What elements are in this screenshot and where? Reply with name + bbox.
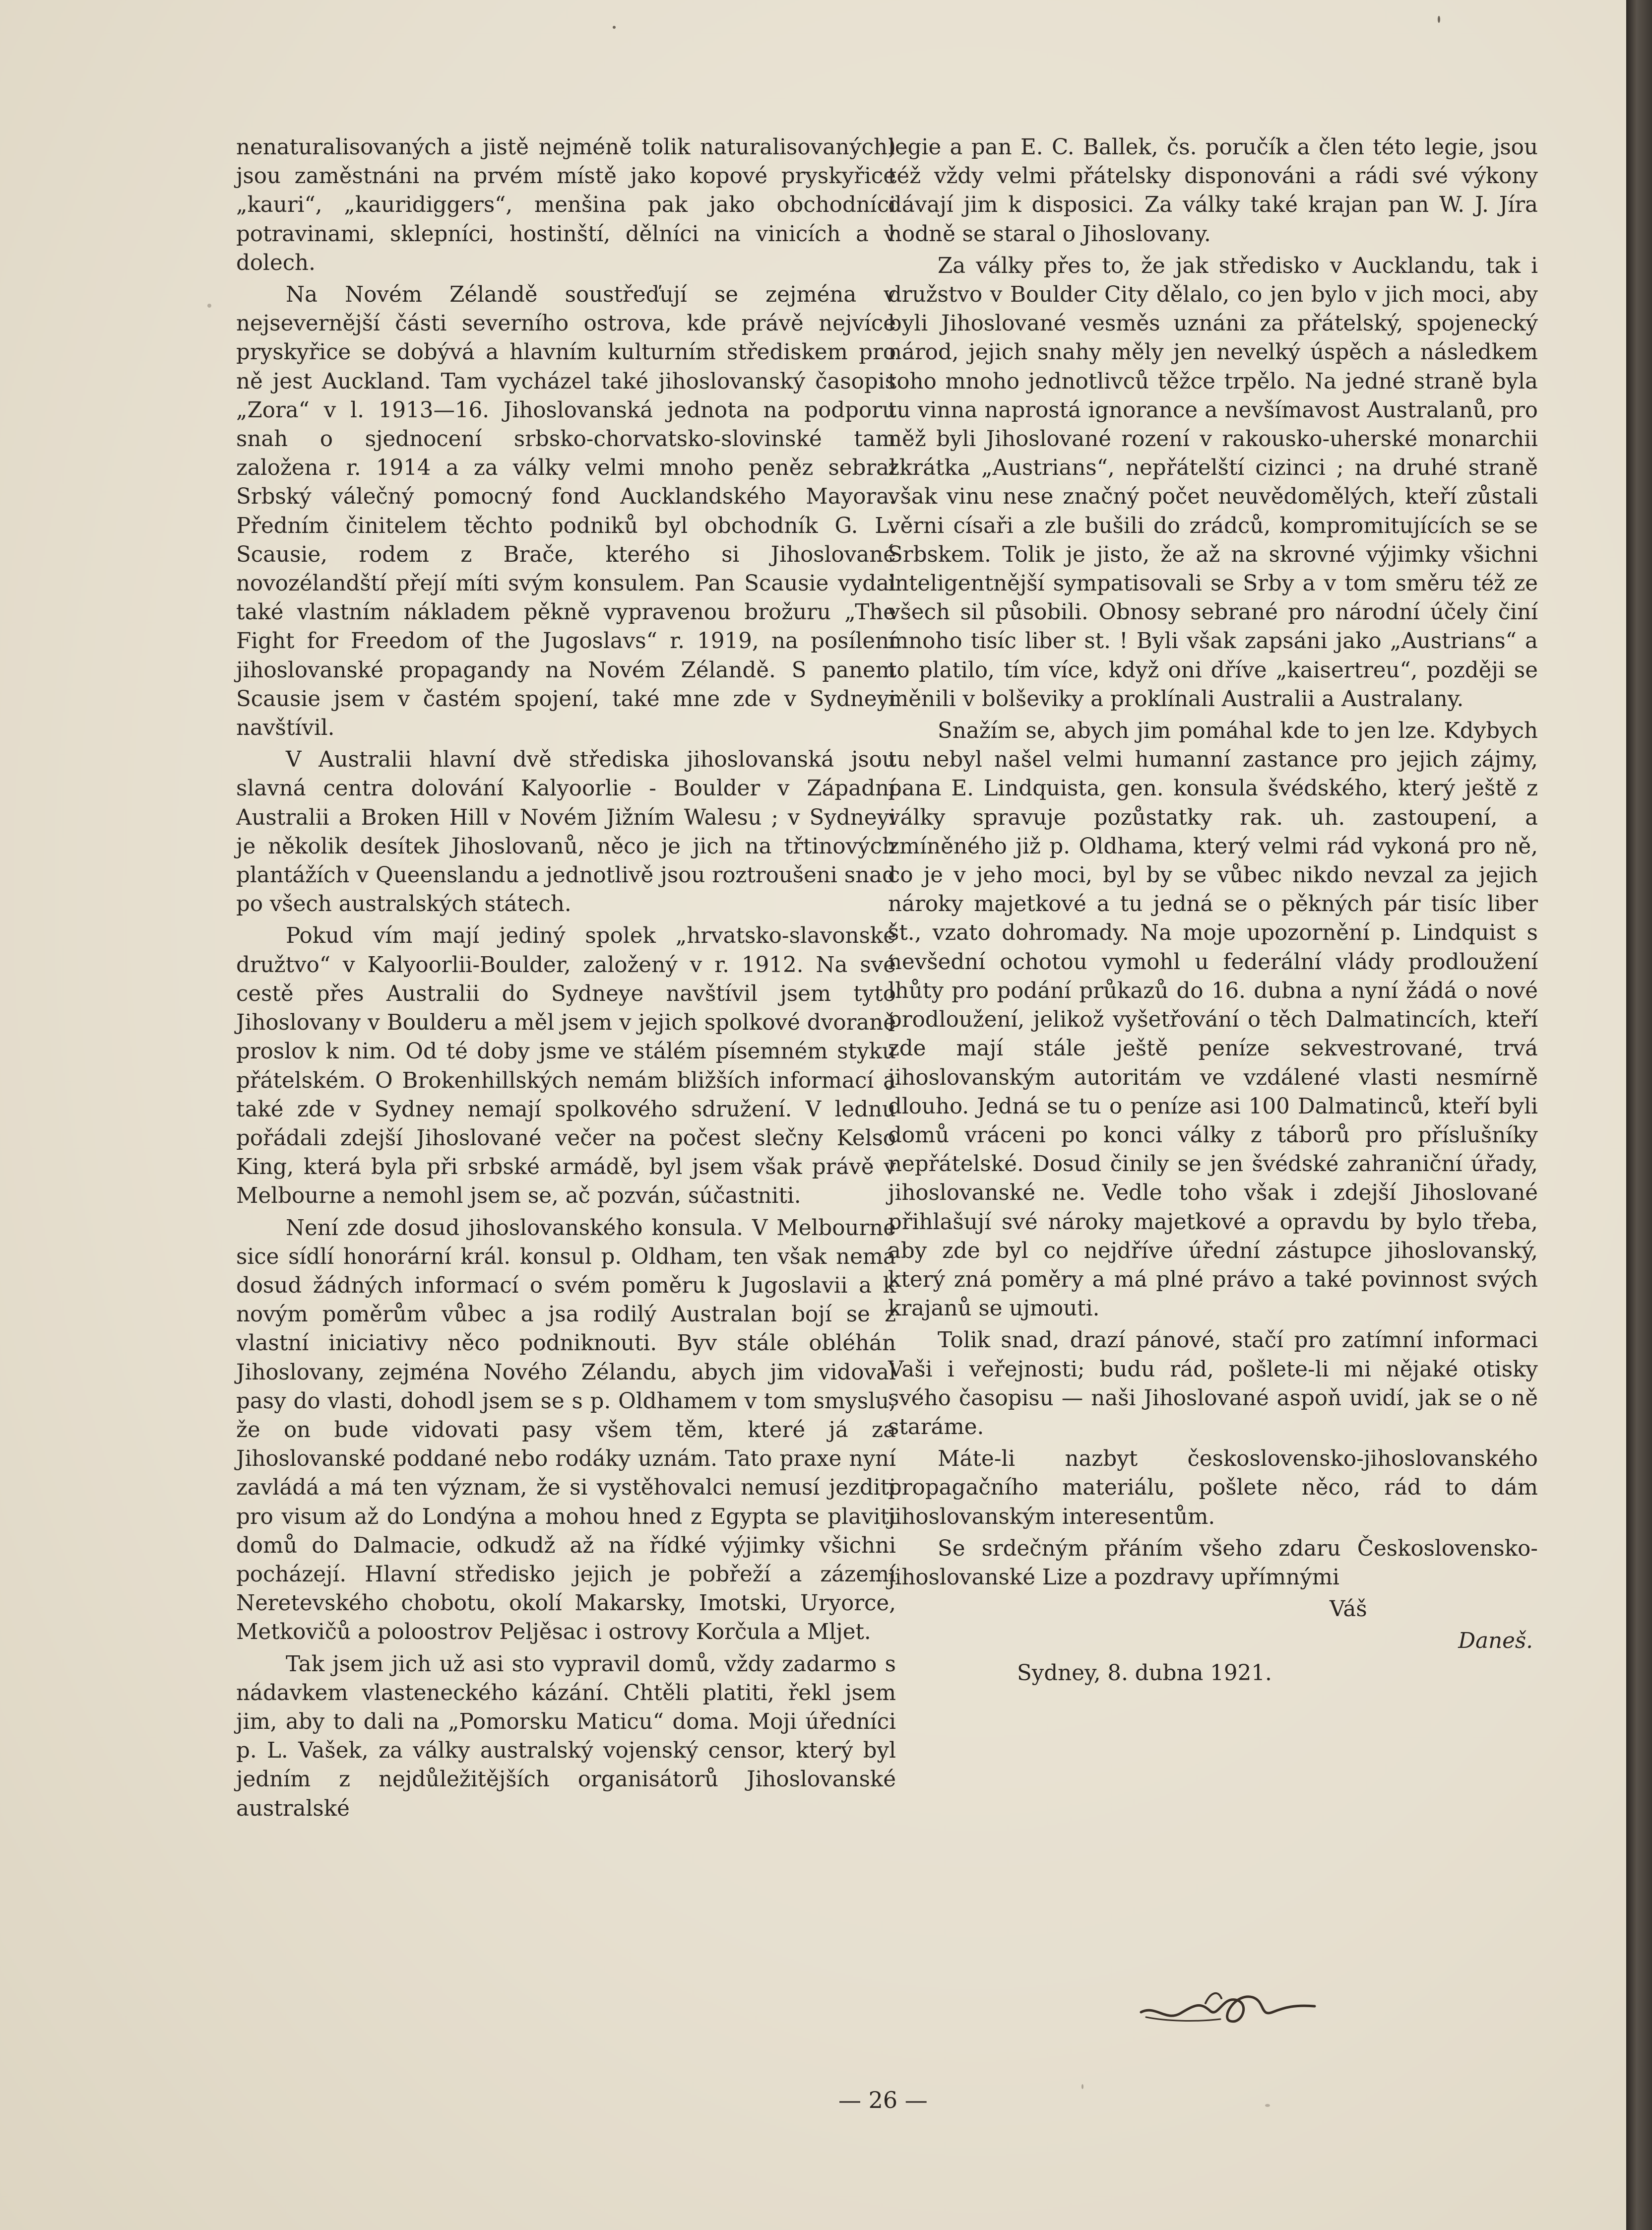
right-paragraph-1: legie a pan E. C. Ballek, čs. poručík a člen této legie, jsou též vždy velmi přátelsky disponováni a rádi své výkony dávají jim k disposici. Za války také krajan pan W. J. Jíra hodně se staral o Jihoslovany. (888, 135, 1538, 247)
left-paragraph-6: Tak jsem jich už asi sto vypravil domů, vždy zadarmo s nádavkem vlasteneckého kázání. Chtěli platiti, řekl jsem jim, aby to dali na „Pomorsku Maticu“ doma. Moji úředníci p. L. Vašek, za války australský vojenský censor, který byl jedním z nejdůležitějších organisátorů Jihoslovanské australské (236, 1651, 896, 1821)
left-paragraph-1: nenaturalisovaných a jistě nejméně tolik naturalisovaných) jsou zaměstnáni na prvém místě jako kopové pryskyřice „kauri“, „kauridiggers“, menšina pak jako obchodníci potravinami, sklepníci, hostinští, dělníci na vinicích a v dolech. (236, 135, 896, 275)
signature-name: Daneš. (1458, 1629, 1533, 1654)
left-paragraph-5: Není zde dosud jihoslovanského konsula. V Melbourne sice sídlí honorární král. konsul p. Oldham, ten však nemá dosud žádných informací o svém poměru k Jugoslavii a k novým poměrům vůbec a jsa rodilý Australan bojí se z vlastní iniciativy něco podniknouti. Byv stále obléhán Jihoslovany, zejména Nového Zélandu, abych jim vidoval pasy do vlasti, dohodl jsem se s p. Oldhamem v tom smyslu, že on bude vidovati pasy všem těm, které já za Jihoslovanské poddané nebo rodáky uznám. Tato praxe nyní zavládá a má ten význam, že si vystěhovalci nemusí jezditi pro visum až do Londýna a mohou hned z Egypta se plaviti domů do Dalmacie, odkudž až na řídké výjimky všichni pocházejí. Hlavní středisko jejich je pobřeží a zázemí Neretevského chobotu, okolí Makarsky, Imotski, Uryorce, Metkovičů a poloostrov Peljěsac i ostrovy Korčula a Mljet. (236, 1215, 896, 1645)
left-paragraph-2: Na Novém Zélandě soustřeďují se zejména v nejsevernější části severního ostrova, kde právě nejvíce pryskyřice se dobývá a hlavním kulturním střediskem pro ně jest Auckland. Tam vycházel také jihoslovanský časopis „Zora“ v l. 1913—16. Jihoslovanská jednota na podporu snah o sjednocení srbsko-chorvatsko-slovinské tam založena r. 1914 a za války velmi mnoho peněz sebral Srbský válečný pomocný fond Aucklandského Mayora. Předním činitelem těchto podniků byl obchodník G. L. Scausie, rodem z Brače, kterého si Jihoslované novozélandští přejí míti svým konsulem. Pan Scausie vydal také vlastním nákladem pěkně vypravenou brožuru „The Fight for Freedom of the Jugoslavs“ r. 1919, na posílení jihoslovanské propagandy na Novém Zélandě. S panem Scausie jsem v častém spojení, také mne zde v Sydneyi navštívil. (236, 282, 896, 741)
paper-speck (1265, 2104, 1270, 2107)
left-paragraph-4: Pokud vím mají jediný spolek „hrvatsko-slavonské družtvo“ v Kalyoorlii-Boulder, založený v r. 1912. Na své cestě přes Australii do Sydneye navštívil jsem tyto Jihoslovany v Boulderu a měl jsem v jejich spolkové dvoraně proslov k nim. Od té doby jsme ve stálém písemném styku přátelském. O Brokenhillských nemám bližších informací a také zde v Sydney nemají spolkového sdružení. V lednu pořádali zdejší Jihoslované večer na počest slečny Kelso King, která byla při srbské armádě, byl jsem však právě v Melbourne a nemohl jsem se, ač pozván, súčastniti. (236, 923, 896, 1209)
right-paragraph-5: Máte-li nazbyt československo-jihoslovanského propagačního materiálu, pošlete něco, rád to dám jihoslovanským interesentům. (888, 1446, 1538, 1529)
place-date: Sydney, 8. dubna 1921. (1017, 1660, 1272, 1686)
paper-speck (613, 26, 616, 29)
right-column (888, 133, 1538, 1691)
paper-speck (1081, 2084, 1083, 2089)
right-paragraph-3: Snažím se, abych jim pomáhal kde to jen lze. Kdybych tu nebyl našel velmi humanní zastance pro jejich zájmy, pana E. Lindquista, gen. konsula švédského, který ještě z války spravuje pozůstatky rak. uh. zastoupení, a zmíněného již p. Oldhama, který velmi rád vykoná pro ně, co je v jeho moci, byl by se vůbec nikdo nevzal za jejich nároky majetkové a tu jedná se o pěkných pár tisíc liber št., vzato dohromady. Na moje upozornění p. Lindquist s nevšední ochotou vymohl u federální vlády prodloužení lhůty pro podání průkazů do 16. dubna a nyní žádá o nové prodloužení, jelikož vyšetřování o těch Dalmatincích, kteří zde mají stále ještě peníze sekvestrované, trvá jihoslovanským autoritám ve vzdálené vlasti nesmírně dlouho. Jedná se tu o peníze asi 100 Dalmatinců, kteří byli domů vráceni po konci války z táborů pro příslušníky nepřátelské. Dosud činily se jen švédské zahraniční úřady, jihoslovanské ne. Vedle toho však i zdejší Jihoslované přihlašují své nároky majetkové a opravdu by bylo třeba, aby zde byl co nejdříve úřední zástupce jihoslovanský, který zná poměry a má plné právo a také povinnost svých krajanů se ujmouti. (888, 719, 1538, 1321)
right-paragraph-4: Tolik snad, drazí pánové, stačí pro zatímní informaci Vaši i veřejnosti; budu rád, pošlete-li mi nějaké otisky svého časopisu — naši Jihoslované aspoň uvidí, jak se o ně staráme. (888, 1328, 1538, 1440)
binding-edge (1626, 0, 1652, 2230)
paper-speck (1438, 16, 1440, 23)
left-paragraph-3: V Australii hlavní dvě střediska jihoslovanská jsou slavná centra dolování Kalyoorlie - Boulder v Západní Australii a Broken Hill v Novém Jižním Walesu ; v Sydneyi je několik desítek Jihoslovanů, něco je jich na třtinových plantážích v Queenslandu a jednotlivě jsou roztroušeni snad po všech australských státech. (236, 747, 896, 917)
right-paragraph-6: Se srdečným přáním všeho zdaru Československo-jihoslovanské Lize a pozdravy upřímnými (888, 1536, 1538, 1590)
right-paragraph-2: Za války přes to, že jak středisko v Aucklandu, tak i družstvo v Boulder City dělalo, co jen bylo v jich moci, aby byli Jihoslované vesměs uznáni za přátelský, spojenecký národ, jejich snahy měly jen nevelký úspěch a následkem toho mnoho jednotlivců těžce trpělo. Na jedné straně byla tu vinna naprostá ignorance a nevšímavost Australanů, pro něž byli Jihoslované rození v rakousko-uherské monarchii zkrátka „Austrians“, nepřátelští cizinci ; na druhé straně však vinu nese značný počet neuvědomělých, kteří zůstali věrni císaři a zle bušili do zrádců, kompromitujících se se Srbskem. Tolik je jisto, že až na skrovné výjimky všichni inteligentnější sympatisovali se Srby a v tom směru též ze všech sil působili. Obnosy sebrané pro národní účely činí mnoho tisíc liber st. ! Byli však zapsáni jako „Austrians“ a to platilo, tím více, když oni dříve „kaisertreu“, později se měnili v bolševiky a proklínali Australii a Australany. (888, 253, 1538, 712)
page-number: — 26 — (838, 2087, 928, 2113)
handwritten-flourish-icon (1136, 1977, 1325, 2037)
closing-vas: Váš (1330, 1597, 1367, 1622)
left-column (236, 133, 896, 1826)
paper-speck (207, 304, 211, 308)
